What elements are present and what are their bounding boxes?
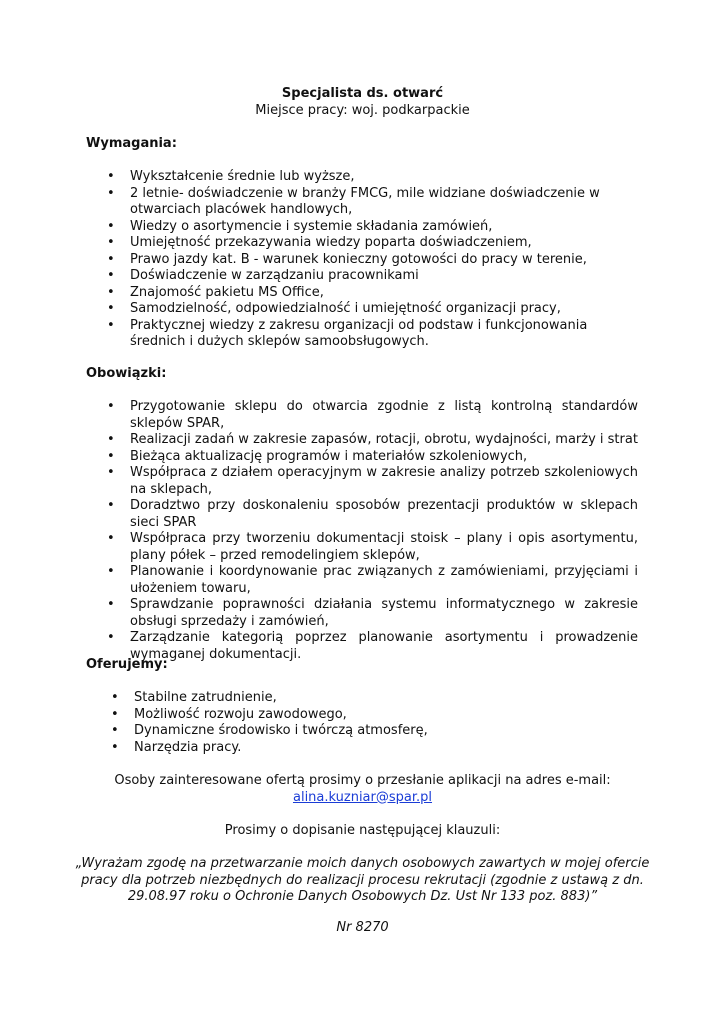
job-title: Specjalista ds. otwarć xyxy=(281,86,444,101)
requirement-item: • Doświadczenie w zarządzaniu pracownikami xyxy=(130,268,638,285)
requirements-heading: Wymagania: xyxy=(86,136,177,151)
offer-item: • Możliwość rozwoju zawodowego, xyxy=(134,707,614,724)
offer-list xyxy=(134,690,614,756)
requirement-item: • Prawo jazdy kat. B - warunek konieczny gotowości do pracy w terenie, xyxy=(130,252,638,269)
offer-heading: Oferujemy: xyxy=(86,657,168,672)
title-block xyxy=(0,86,725,119)
duty-item: • Współpraca z działem operacyjnym w zakresie analizy potrzeb szkoleniowych na sklepach, xyxy=(130,465,638,498)
contact-block xyxy=(0,773,725,806)
duty-item: • Przygotowanie sklepu do otwarcia zgodnie z listą kontrolną standardów sklepów SPAR, xyxy=(130,399,638,432)
duties-list xyxy=(130,399,638,663)
requirement-item: • Umiejętność przekazywania wiedzy poparta doświadczeniem, xyxy=(130,235,638,252)
clause-line: pracy dla potrzeb niezbędnych do realizacji procesu rekrutacji (zgodnie z ustawą z dn. xyxy=(81,872,644,888)
offer-item: • Dynamiczne środowisko i twórczą atmosferę, xyxy=(134,723,614,740)
offer-item: • Narzędzia pracy. xyxy=(134,740,614,757)
duty-item: • Doradztwo przy doskonaleniu sposobów prezentacji produktów w sklepach sieci SPAR xyxy=(130,498,638,531)
requirement-item: • 2 letnie- doświadczenie w branży FMCG, mile widziane doświadczenie w otwarciach placówek handlowych, xyxy=(130,186,638,219)
requirements-list xyxy=(130,169,638,351)
requirement-item: • Praktycznej wiedzy z zakresu organizacji od podstaw i funkcjonowania średnich i dużych sklepów samoobsługowych. xyxy=(130,318,638,351)
duty-item: • Współpraca przy tworzeniu dokumentacji stoisk – plany i opis asortymentu, plany półek – przed remodelingiem sklepów, xyxy=(130,531,638,564)
reference-number: Nr 8270 xyxy=(336,920,389,935)
requirement-item: • Znajomość pakietu MS Office, xyxy=(130,285,638,302)
requirement-item: • Wykształcenie średnie lub wyższe, xyxy=(130,169,638,186)
requirement-item: • Wiedzy o asortymencie i systemie składania zamówień, xyxy=(130,219,638,236)
contact-text: Osoby zainteresowane ofertą prosimy o przesłanie aplikacji na adres e-mail: xyxy=(114,773,611,788)
clause-intro: Prosimy o dopisanie następującej klauzuli: xyxy=(224,823,501,838)
duty-item: • Sprawdzanie poprawności działania systemu informatycznego w zakresie obsługi sprzedaży i zamówień, xyxy=(130,597,638,630)
duty-item: • Realizacji zadań w zakresie zapasów, rotacji, obrotu, wydajności, marży i strat xyxy=(130,432,638,449)
offer-item: • Stabilne zatrudnienie, xyxy=(134,690,614,707)
job-location: Miejsce pracy: woj. podkarpackie xyxy=(255,102,470,118)
duty-item: • Bieżąca aktualizację programów i materiałów szkoleniowych, xyxy=(130,449,638,466)
duties-heading: Obowiązki: xyxy=(86,366,167,381)
clause-line: 29.08.97 roku o Ochronie Danych Osobowych Dz. Ust Nr 133 poz. 883)” xyxy=(127,889,598,904)
email-link[interactable]: alina.kuzniar@spar.pl xyxy=(292,789,433,805)
duty-item: • Zarządzanie kategorią poprzez planowanie asortymentu i prowadzenie wymaganej dokumentacji. xyxy=(130,630,638,663)
requirement-item: • Samodzielność, odpowiedzialność i umiejętność organizacji pracy, xyxy=(130,301,638,318)
clause-line: „Wyrażam zgodę na przetwarzanie moich danych osobowych zawartych w mojej ofercie xyxy=(75,856,650,871)
duty-item: • Planowanie i koordynowanie prac związanych z zamówieniami, przyjęciami i ułożeniem towaru, xyxy=(130,564,638,597)
consent-clause xyxy=(0,856,725,906)
